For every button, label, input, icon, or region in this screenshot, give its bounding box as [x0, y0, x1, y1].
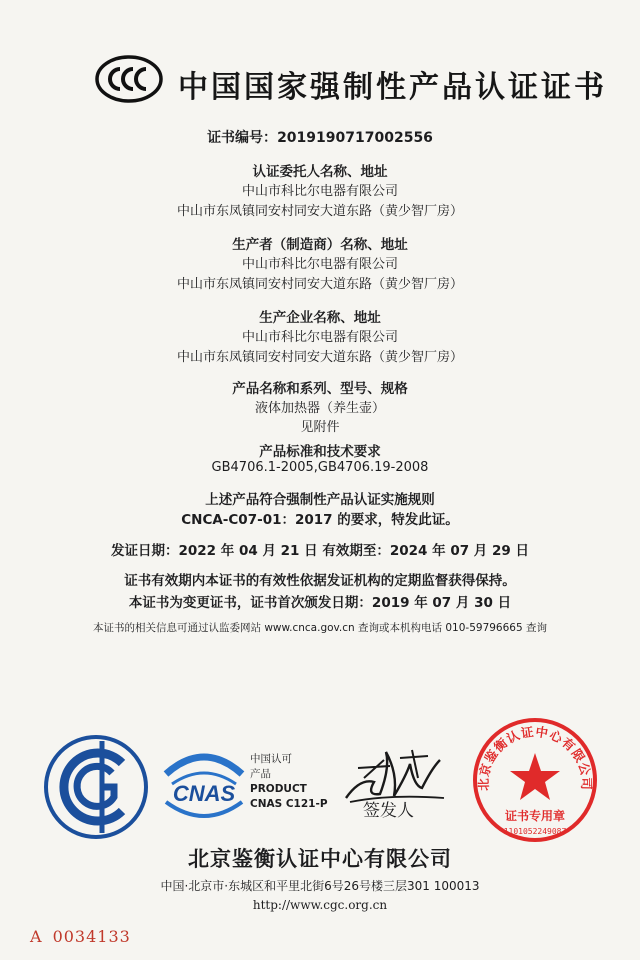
rules-line: CNCA-C07-01：2017 的要求，特发此证。 [181, 512, 459, 528]
section-heading: 生产者（制造商）名称、地址 [232, 237, 408, 253]
seal-center-text: 证书专用章 [504, 809, 566, 823]
cnas-logo-icon [158, 746, 250, 820]
validity-note: 证书有效期内本证书的有效性依据发证机构的定期监督获得保持。 [124, 573, 516, 589]
section-line: 中山市科比尔电器有限公司 [241, 184, 398, 199]
rules-line: 上述产品符合强制性产品认证实施规则 [205, 492, 435, 508]
cnas-accreditation-text [250, 752, 328, 812]
section-line: 液体加热器（养生壶） [254, 401, 385, 416]
dates-line: 发证日期：2022 年 04 月 21 日 有效期至：2024 年 07 月 29 日 [111, 543, 529, 559]
issuer-url: http://www.cgc.org.cn [252, 898, 388, 912]
change-note: 本证书为变更证书，证书首次颁发日期：2019 年 07 月 30 日 [128, 595, 512, 611]
certificate-title: 中国国家强制性产品认证证书 [178, 70, 607, 105]
section-line: 中山市科比尔电器有限公司 [241, 330, 398, 345]
cnas-line: PRODUCT [250, 783, 307, 795]
serial-digits: 0034133 [52, 927, 131, 946]
cnas-logo-text: CNAS [172, 781, 236, 806]
cnas-line: 产品 [250, 768, 271, 780]
section-heading: 产品名称和系列、型号、规格 [232, 381, 408, 397]
cnas-line: 中国认可 [250, 753, 292, 765]
ccc-mark-icon [94, 54, 164, 104]
section-heading: 产品标准和技术要求 [259, 444, 381, 460]
section-line: 见附件 [300, 420, 340, 435]
section-line: 中山市东凤镇同安村同安大道东路（黄少智厂房） [176, 277, 463, 292]
certificate-number: 2019190717002556 [277, 130, 433, 146]
section-line: 中山市科比尔电器有限公司 [241, 257, 398, 272]
serial-prefix: A [30, 927, 43, 946]
seal-number: 1101052249087 [503, 827, 567, 836]
section-heading: 认证委托人名称、地址 [252, 164, 388, 180]
issuer-address: 中国·北京市·东城区和平里北街6号26号楼三层301 100013 [160, 879, 480, 893]
cnas-line: CNAS C121-P [250, 798, 328, 810]
section-line: GB4706.1-2005,GB4706.19-2008 [211, 460, 429, 475]
cgc-logo-icon [42, 733, 150, 841]
seal-ring-text: 北京鉴衡认证中心有限公司 [475, 723, 595, 791]
signer-label: 签发人 [363, 801, 414, 821]
serial-number [30, 927, 131, 946]
issuer-name: 北京鉴衡认证中心有限公司 [188, 847, 452, 871]
section-line: 中山市东凤镇同安村同安大道东路（黄少智厂房） [176, 350, 463, 365]
certificate-number-label: 证书编号： [207, 130, 278, 146]
certificate-number-line [0, 127, 640, 147]
section-heading: 生产企业名称、地址 [259, 310, 381, 326]
section-line: 中山市东凤镇同安村同安大道东路（黄少智厂房） [176, 204, 463, 219]
red-seal-icon [470, 715, 600, 845]
footnote: 本证书的相关信息可通过认监委网站 www.cnca.gov.cn 查询或本机构电话 010-59796665 查询 [93, 622, 547, 634]
